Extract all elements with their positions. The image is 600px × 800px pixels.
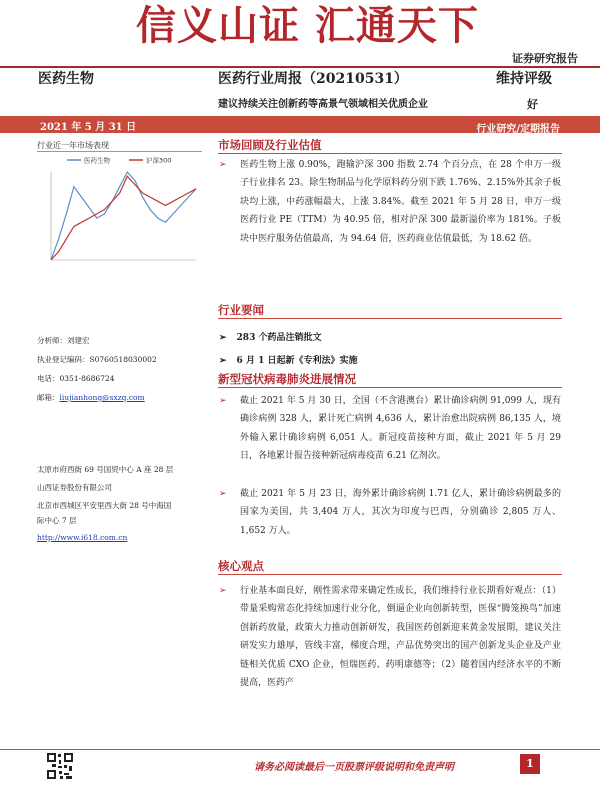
- section-divider: [218, 318, 562, 319]
- section-divider: [218, 574, 562, 575]
- cert-label: 执业登记编码：: [37, 355, 90, 364]
- section-news-heading: 行业要闻: [218, 303, 264, 317]
- view-text: 行业基本面良好，刚性需求带来确定性成长，我们维持行业长期看好观点：（1）带量采购常态化持续加速行业分化，倒逼企业向创新转型，医保“腾笼换鸟”加速创新药放量，政策大力推动创新研发，我国医药创新迎来黄金发展期，建议关注研发实力雄厚，管线丰富，梯度合理，产品优势突出的国产创新龙头企业及产业链相关优质 CXO 企业，恒瑞医药、药明康德等；（2）随着国内经济水平的不断提高，医药产: [240, 586, 561, 689]
- bullet-arrow-icon: ➢: [219, 160, 227, 170]
- view-paragraph: [219, 582, 561, 692]
- sector-name: 医药生物: [38, 71, 94, 87]
- bullet-arrow-icon: ➢: [219, 489, 227, 499]
- analyst-line: [37, 334, 90, 348]
- website-link[interactable]: http://www.i618.com.cn: [37, 533, 128, 542]
- section-market-heading: 市场回顾及行业估值: [218, 138, 322, 152]
- cert-line: [37, 353, 157, 367]
- bullet-arrow-icon: ➢: [219, 586, 227, 596]
- covid-text-1: 截止 2021 年 5 月 30 日，全国（不含港澳台）累计确诊病例 91,099 人，现有确诊病例 328 人，累计死亡病例 4,636 人，累计治愈出院病例 86,135 人，境外输入累计确诊病例 6,051 人。新冠疫苗接种方面，截止 2021 年 5 月 29 日，各地累计报告接种新冠病毒疫苗 6.21 亿剂次。: [240, 396, 561, 462]
- report-type: 行业研究/定期报告: [476, 124, 560, 135]
- covid-paragraph-1: [219, 392, 561, 466]
- market-chart-svg: [37, 152, 202, 274]
- phone-label: 电话：: [37, 374, 60, 383]
- news-item[interactable]: [219, 353, 357, 366]
- section-divider: [218, 153, 562, 154]
- email-label: 邮箱：: [37, 393, 60, 402]
- disclaimer-notice[interactable]: 请务必阅读最后一页股票评级说明和免责声明: [254, 762, 454, 773]
- section-view-heading: 核心观点: [218, 559, 264, 573]
- market-text: 医药生物上涨 0.90%，跑输沪深 300 指数 2.74 个百分点，在 28 个申万一级子行业排名 23。除生物制品与化学原料药分别下跌 1.76%、2.15%外其余子板块均上涨，中药涨幅最大，上涨 3.84%。截至 2021 年 5 月 28 日，申万一级医药行业 PE（TTM）为 40.95 倍，相对沪深 300 最新溢价率为 181%。子板块中医疗服务估值最高，为 94.64 倍，医药商业估值最低，为 18.62 倍。: [240, 160, 561, 244]
- address-line-1: 太原市府西街 69 号国贸中心 A 座 28 层: [37, 465, 174, 474]
- bullet-arrow-icon: ➢: [219, 356, 227, 366]
- company-name: 山西证券股份有限公司: [37, 483, 112, 492]
- report-subtitle: 建议持续关注创新药等高景气领域相关优质企业: [218, 99, 428, 110]
- qr-code-icon: [46, 752, 74, 780]
- address-line-2b: 际中心 7 层: [37, 516, 77, 525]
- email-link[interactable]: liujianhong@sxzq.com: [59, 393, 145, 402]
- covid-text-2: 截止 2021 年 5 月 23 日，海外累计确诊病例 1.71 亿人，累计确诊病例最多的国家为美国，共 3,404 万人，其次为印度与巴西，分别确诊 2,805 万人、1,652 万人。: [240, 489, 561, 536]
- rating-value: 好: [527, 98, 538, 111]
- report-title: 医药行业周报（20210531）: [218, 71, 408, 87]
- legend-label-0: 医药生物: [84, 156, 110, 165]
- bullet-arrow-icon: ➢: [219, 333, 227, 343]
- covid-paragraph-2: [219, 485, 561, 540]
- address-line-2a: 北京市西城区平安里西大街 28 号中海国: [37, 501, 172, 510]
- phone-number: 0351-8686724: [59, 374, 115, 383]
- chart-title: 行业近一年市场表现: [37, 141, 109, 150]
- report-date: 2021 年 5 月 31 日: [40, 122, 137, 133]
- page-number: 1: [520, 754, 540, 774]
- analyst-label: 分析师：: [37, 336, 67, 345]
- section-covid-heading: 新型冠状病毒肺炎进展情况: [218, 372, 356, 386]
- report-category: 证券研究报告: [512, 52, 578, 65]
- analyst-name: 刘建宏: [67, 336, 90, 345]
- email-line: [37, 391, 145, 405]
- news-item-text: 6 月 1 日起新《专利法》实施: [236, 356, 358, 366]
- news-item-text: 283 个药品注销批文: [236, 333, 322, 343]
- market-paragraph: [219, 156, 561, 248]
- market-chart: [37, 151, 202, 274]
- bullet-arrow-icon: ➢: [219, 396, 227, 406]
- rating-label: 维持评级: [496, 71, 552, 87]
- footer-divider: [0, 749, 600, 750]
- brand-slogan: 信义山证 汇通天下: [136, 3, 479, 49]
- news-item[interactable]: [219, 330, 321, 343]
- phone-line: [37, 372, 115, 386]
- cert-code: S0760518030002: [89, 355, 157, 364]
- legend-label-1: 沪深300: [146, 156, 172, 165]
- section-divider: [218, 387, 562, 388]
